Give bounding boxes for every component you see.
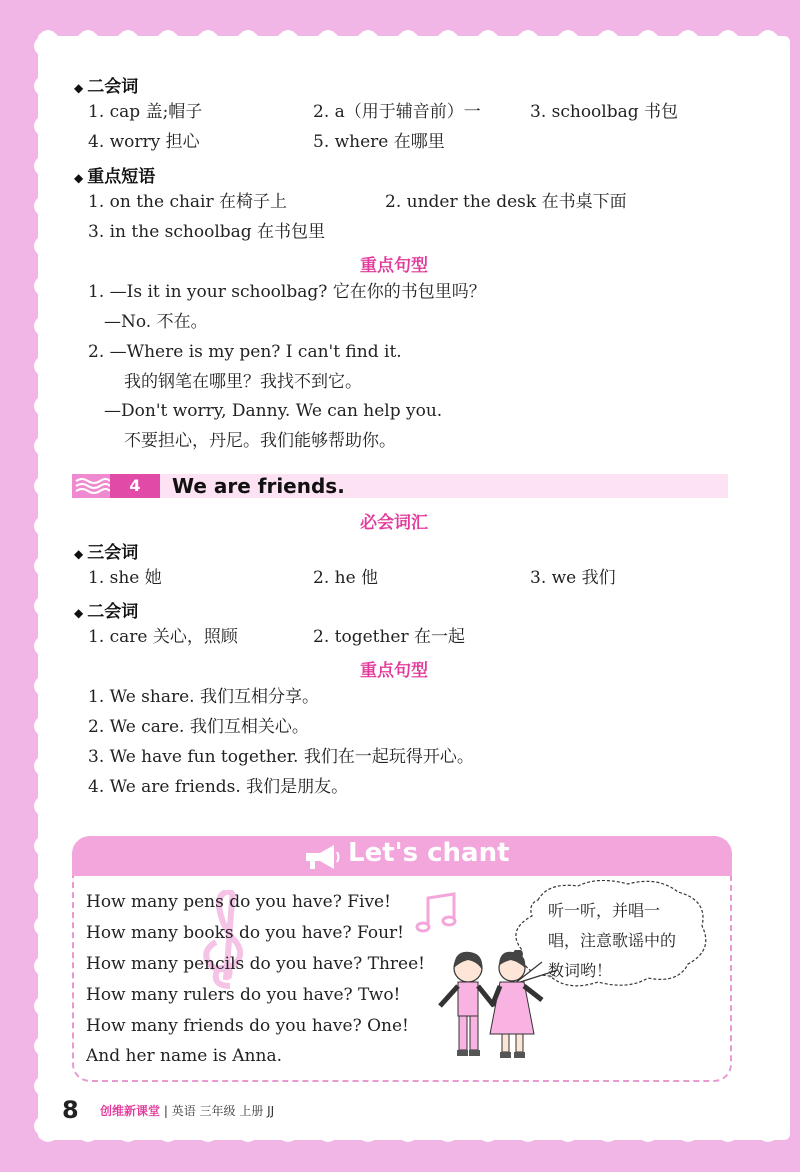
word-item: 1. she 她 [88, 568, 162, 588]
sentence-line: 4. We are friends. 我们是朋友。 [88, 777, 349, 797]
wavy-border-top [38, 24, 790, 42]
section-heading-three-level-words: ◆ 三会词 [74, 543, 139, 563]
section-title-key-sentences: 重点句型 [360, 256, 428, 276]
phrase-item: 2. under the desk 在书桌下面 [385, 192, 627, 212]
sentence-line: 1. —Is it in your schoolbag? 它在你的书包里吗？ [88, 282, 486, 302]
section-heading-two-level-words-unit: ◆ 二会词 [74, 602, 139, 622]
children-illustration [430, 950, 550, 1064]
page-number: 8 [62, 1096, 79, 1124]
sentence-line: 1. We share. 我们互相分享。 [88, 687, 319, 707]
wavy-border-left [28, 36, 46, 1140]
section-title-key-sentences-unit: 重点句型 [360, 661, 428, 681]
music-note-icon [414, 890, 460, 936]
word-item: 5. where 在哪里 [313, 132, 445, 152]
chant-line: How many friends do you have? One! [86, 1016, 409, 1036]
megaphone-icon [300, 842, 342, 872]
phrase-item: 3. in the schoolbag 在书包里 [88, 222, 326, 242]
section-title-must-vocab: 必会词汇 [360, 513, 428, 533]
word-item: 1. care 关心，照顾 [88, 627, 238, 647]
footer-info: 创维新课堂 | 英语 三年级 上册 JJ [100, 1104, 275, 1118]
word-item: 4. worry 担心 [88, 132, 200, 152]
word-item: 2. together 在一起 [313, 627, 466, 647]
unit-title: We are friends. [172, 474, 345, 498]
sentence-line: —No. 不在。 [104, 312, 208, 332]
sentence-line: 3. We have fun together. 我们在一起玩得开心。 [88, 747, 474, 767]
sentence-line: 不要担心，丹尼。我们能够帮助你。 [124, 431, 396, 451]
word-item: 3. we 我们 [530, 568, 616, 588]
sentence-line: 2. We care. 我们互相关心。 [88, 717, 309, 737]
sentence-line: 2. —Where is my pen? I can't find it. [88, 342, 402, 362]
chant-title: Let's chant [348, 838, 510, 868]
chant-line: And her name is Anna. [86, 1046, 282, 1066]
chant-line: How many pencils do you have? Three! [86, 954, 425, 974]
section-heading-two-level-words: ◆ 二会词 [74, 77, 139, 97]
word-item: 2. a（用于辅音前）一 [313, 102, 481, 122]
phrase-item: 1. on the chair 在椅子上 [88, 192, 288, 212]
word-item: 2. he 他 [313, 568, 379, 588]
sentence-line: 我的钢笔在哪里？我找不到它。 [124, 372, 362, 392]
wavy-border-bottom [38, 1130, 790, 1148]
unit-number: 4 [110, 474, 160, 498]
chant-line: How many books do you have? Four! [86, 923, 404, 943]
footer-brand: 创维新课堂 [100, 1104, 161, 1118]
word-item: 1. cap 盖;帽子 [88, 102, 203, 122]
footer-book-info: 英语 三年级 上册 JJ [171, 1104, 275, 1118]
section-heading-key-phrases: ◆ 重点短语 [74, 167, 156, 187]
chant-line: How many rulers do you have? Two! [86, 985, 401, 1005]
waves-icon [72, 474, 110, 498]
speech-bubble-text: 听一听，并唱一唱，注意歌谣中的数词哟！ [548, 901, 677, 980]
chant-line: How many pens do you have? Five! [86, 892, 391, 912]
word-item: 3. schoolbag 书包 [530, 102, 679, 122]
sentence-line: —Don't worry, Danny. We can help you. [104, 401, 443, 421]
unit-bar [72, 474, 728, 498]
